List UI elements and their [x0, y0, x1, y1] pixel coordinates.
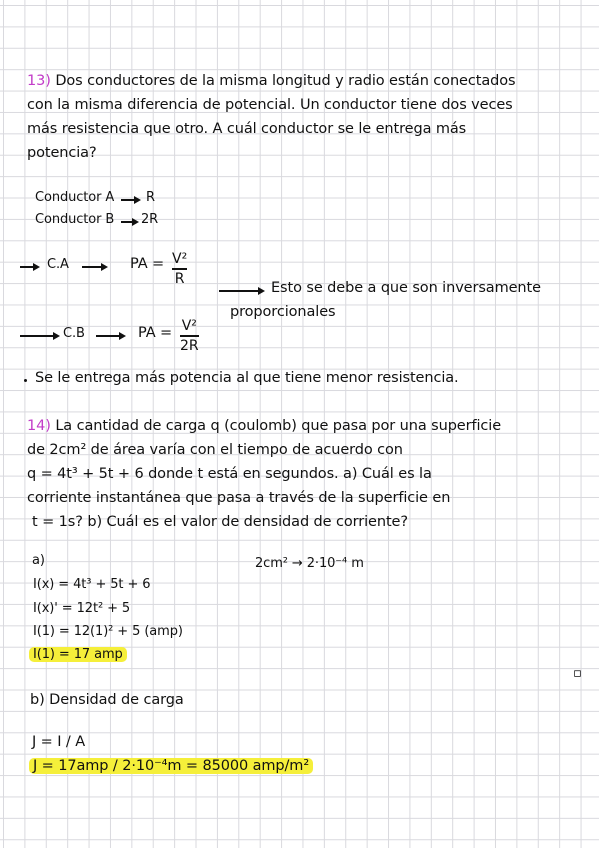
q13-line-1: [27, 73, 515, 89]
conductor-b-value: 2R: [141, 212, 159, 227]
cb-label: C.B: [63, 326, 85, 341]
q13-number: 13): [27, 73, 51, 89]
q13-text-1: Dos conductores de la misma longitud y radio están conectados: [55, 73, 516, 89]
margin-mark: ▫: [573, 666, 582, 681]
conclusion-bullet: [24, 379, 27, 382]
part-a-step-3: I(1) = 12(1)² + 5 (amp): [33, 624, 183, 639]
cb-arrow: [96, 335, 124, 337]
note-arrow: [219, 290, 263, 292]
conductor-a-label: Conductor A: [35, 190, 115, 205]
ca-arrow: [82, 266, 106, 268]
part-b-formula: J = I / A: [32, 734, 86, 750]
q14-line-5: t = 1s? b) Cuál es el valor de densidad de corriente?: [32, 514, 408, 530]
q14-line-1: [27, 418, 501, 434]
q13-conclusion: Se le entrega más potencia al que tiene menor resistencia.: [35, 370, 459, 386]
q14-number: 14): [27, 418, 51, 434]
q13-line-3: más resistencia que otro. A cuál conductor se le entrega más: [27, 121, 467, 137]
cb-power-lhs: PA =: [138, 325, 173, 341]
conductor-b-label: Conductor B: [35, 212, 115, 227]
note-line-2: proporcionales: [230, 304, 336, 320]
q13-line-4: potencia?: [27, 145, 97, 161]
q14-line-2: de 2cm² de área varía con el tiempo de acuerdo con: [27, 442, 403, 458]
cb-fraction-bar: [180, 335, 199, 337]
ca-fraction-bar: [172, 268, 187, 270]
conductor-a-value: R: [146, 190, 155, 205]
part-a-step-1: I(x) = 4t³ + 5t + 6: [33, 577, 151, 592]
ca-denominator: R: [174, 270, 185, 287]
cb-lead-arrow: [20, 335, 58, 337]
ca-numerator: V²: [172, 251, 188, 267]
cb-denominator: 2R: [180, 337, 199, 354]
part-b-result-highlight: J = 17amp / 2·10⁻⁴m = 85000 amp/m²: [29, 758, 313, 774]
part-a-label: a): [32, 553, 45, 568]
q13-line-2: con la misma diferencia de potencial. Un conductor tiene dos veces: [27, 97, 513, 113]
q14-line-3: q = 4t³ + 5t + 6 donde t está en segundos. a) Cuál es la: [27, 466, 432, 482]
ca-label: C.A: [47, 257, 69, 272]
cb-fraction: [180, 318, 199, 354]
part-b-result: [29, 758, 313, 774]
part-b-label: b) Densidad de carga: [30, 692, 184, 708]
part-a-result-highlight: I(1) = 17 amp: [29, 647, 127, 662]
q14-line-4: corriente instantánea que pasa a través de la superficie en: [27, 490, 451, 506]
area-conversion: 2cm² → 2·10⁻⁴ m: [255, 556, 364, 571]
conductor-b-arrow: [121, 221, 137, 223]
conductor-a-arrow: [121, 199, 139, 201]
cb-numerator: V²: [181, 318, 197, 334]
q14-text-1: La cantidad de carga q (coulomb) que pasa por una superficie: [55, 418, 502, 434]
note-line-1: Esto se debe a que son inversamente: [271, 280, 541, 296]
part-a-step-2: I(x)' = 12t² + 5: [33, 601, 131, 616]
ca-lead-arrow: [20, 266, 38, 268]
ca-power-lhs: PA =: [130, 256, 165, 272]
ca-fraction: [172, 251, 187, 287]
part-a-result: [29, 647, 127, 662]
